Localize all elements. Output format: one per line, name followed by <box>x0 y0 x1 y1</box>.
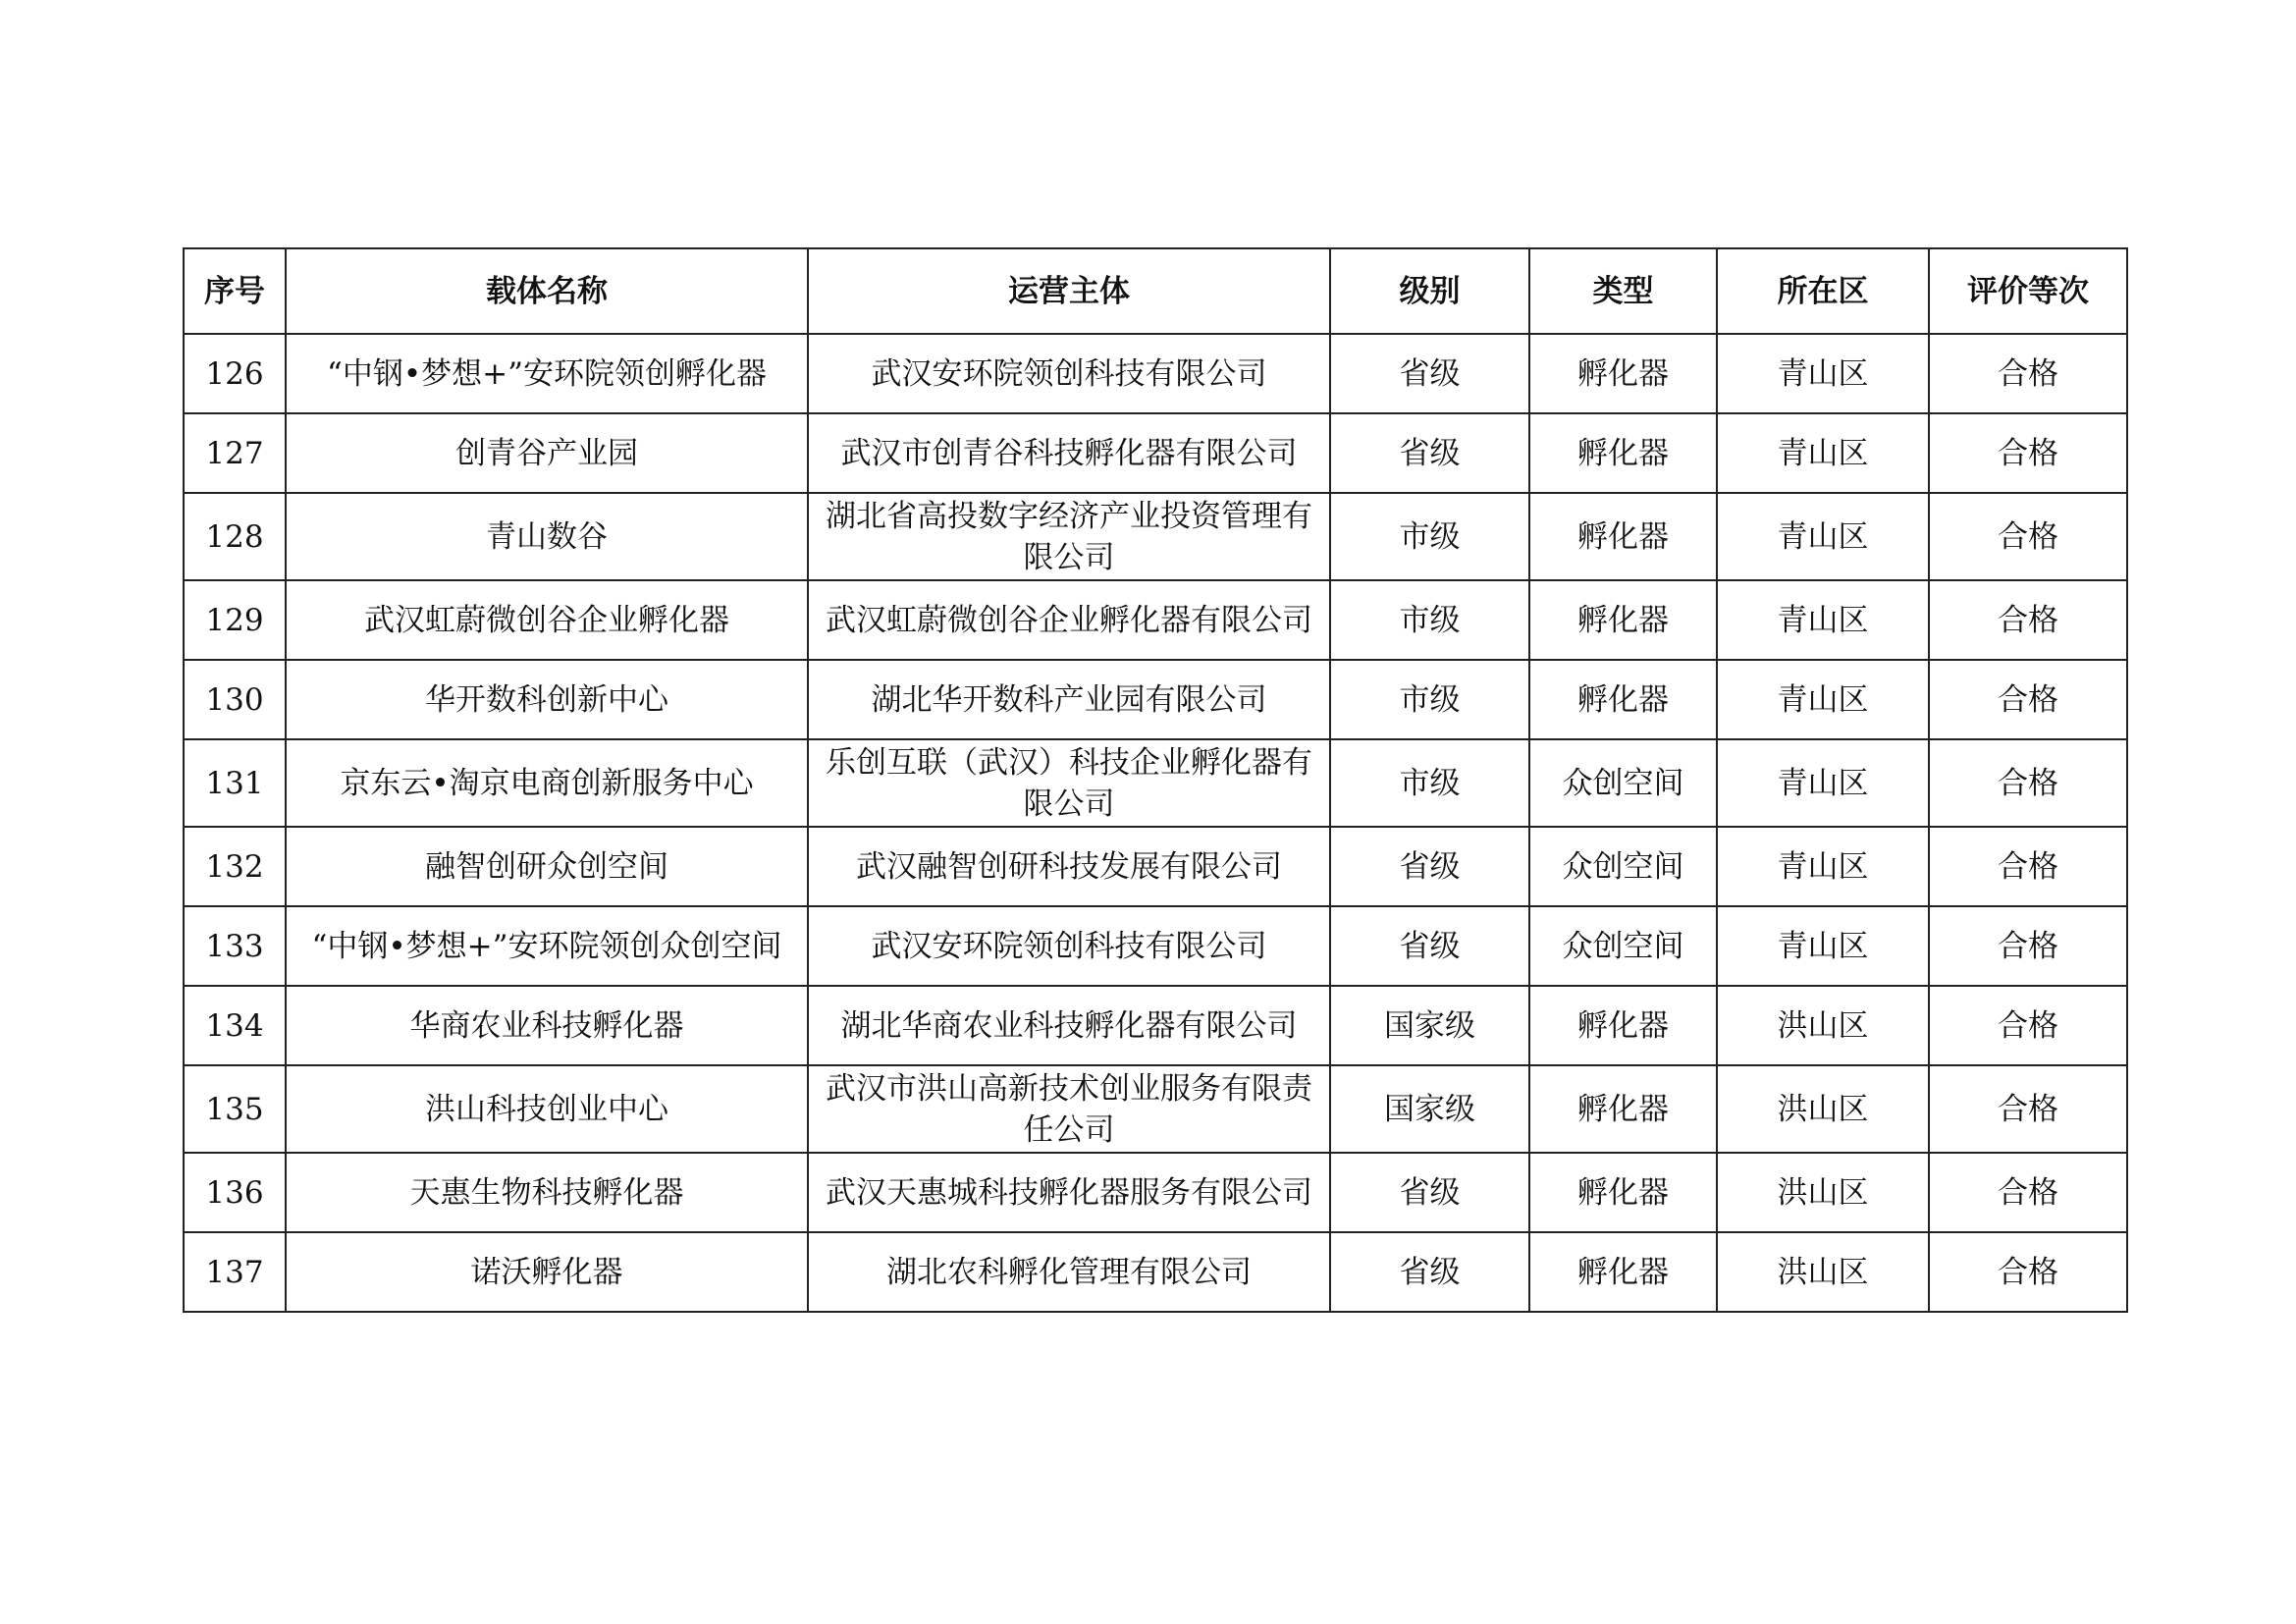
cell-carrier-name: 京东云•淘京电商创新服务中心 <box>286 739 808 827</box>
cell-type: 孵化器 <box>1529 413 1717 493</box>
cell-level: 市级 <box>1330 580 1529 660</box>
cell-operator: 湖北农科孵化管理有限公司 <box>808 1232 1330 1312</box>
cell-level: 国家级 <box>1330 1065 1529 1153</box>
cell-operator: 湖北华开数科产业园有限公司 <box>808 660 1330 739</box>
cell-carrier-name: 武汉虹蔚微创谷企业孵化器 <box>286 580 808 660</box>
cell-operator: 武汉融智创研科技发展有限公司 <box>808 827 1330 906</box>
header-operator: 运营主体 <box>808 248 1330 334</box>
cell-district: 洪山区 <box>1717 1232 1929 1312</box>
cell-rating: 合格 <box>1929 660 2127 739</box>
cell-operator: 武汉市创青谷科技孵化器有限公司 <box>808 413 1330 493</box>
cell-rating: 合格 <box>1929 493 2127 580</box>
cell-carrier-name: 融智创研众创空间 <box>286 827 808 906</box>
table-row <box>184 986 2127 1065</box>
cell-rating: 合格 <box>1929 906 2127 986</box>
cell-level: 国家级 <box>1330 986 1529 1065</box>
cell-operator: 武汉天惠城科技孵化器服务有限公司 <box>808 1153 1330 1232</box>
table-row <box>184 580 2127 660</box>
cell-type: 孵化器 <box>1529 1153 1717 1232</box>
cell-carrier-name: 创青谷产业园 <box>286 413 808 493</box>
table-row <box>184 827 2127 906</box>
cell-level: 省级 <box>1330 1232 1529 1312</box>
cell-level: 省级 <box>1330 906 1529 986</box>
cell-rating: 合格 <box>1929 413 2127 493</box>
header-district: 所在区 <box>1717 248 1929 334</box>
cell-rating: 合格 <box>1929 739 2127 827</box>
cell-carrier-name: 青山数谷 <box>286 493 808 580</box>
cell-rating: 合格 <box>1929 986 2127 1065</box>
table-row <box>184 493 2127 580</box>
cell-index: 127 <box>184 413 286 493</box>
header-index: 序号 <box>184 248 286 334</box>
cell-carrier-name: 诺沃孵化器 <box>286 1232 808 1312</box>
cell-index: 128 <box>184 493 286 580</box>
table-row <box>184 739 2127 827</box>
cell-type: 众创空间 <box>1529 739 1717 827</box>
table-header-row <box>184 248 2127 334</box>
cell-carrier-name: 华商农业科技孵化器 <box>286 986 808 1065</box>
cell-level: 市级 <box>1330 493 1529 580</box>
cell-index: 133 <box>184 906 286 986</box>
table-row <box>184 906 2127 986</box>
cell-rating: 合格 <box>1929 1065 2127 1153</box>
table-row <box>184 1232 2127 1312</box>
cell-index: 137 <box>184 1232 286 1312</box>
cell-rating: 合格 <box>1929 1232 2127 1312</box>
cell-carrier-name: 天惠生物科技孵化器 <box>286 1153 808 1232</box>
cell-district: 青山区 <box>1717 334 1929 413</box>
cell-operator: 湖北华商农业科技孵化器有限公司 <box>808 986 1330 1065</box>
cell-level: 市级 <box>1330 739 1529 827</box>
table-row <box>184 1153 2127 1232</box>
cell-type: 孵化器 <box>1529 660 1717 739</box>
cell-district: 洪山区 <box>1717 1153 1929 1232</box>
cell-carrier-name: 华开数科创新中心 <box>286 660 808 739</box>
evaluation-table <box>183 247 2128 1313</box>
header-carrier-name: 载体名称 <box>286 248 808 334</box>
cell-district: 青山区 <box>1717 827 1929 906</box>
cell-level: 省级 <box>1330 413 1529 493</box>
cell-index: 136 <box>184 1153 286 1232</box>
cell-index: 131 <box>184 739 286 827</box>
cell-type: 众创空间 <box>1529 827 1717 906</box>
cell-index: 129 <box>184 580 286 660</box>
cell-carrier-name: “中钢•梦想+”安环院领创众创空间 <box>286 906 808 986</box>
cell-district: 青山区 <box>1717 739 1929 827</box>
table-row <box>184 334 2127 413</box>
cell-level: 市级 <box>1330 660 1529 739</box>
cell-operator: 武汉虹蔚微创谷企业孵化器有限公司 <box>808 580 1330 660</box>
header-level: 级别 <box>1330 248 1529 334</box>
cell-index: 134 <box>184 986 286 1065</box>
cell-district: 洪山区 <box>1717 1065 1929 1153</box>
cell-district: 青山区 <box>1717 660 1929 739</box>
cell-index: 135 <box>184 1065 286 1153</box>
cell-type: 孵化器 <box>1529 1065 1717 1153</box>
cell-index: 130 <box>184 660 286 739</box>
cell-carrier-name: 洪山科技创业中心 <box>286 1065 808 1153</box>
cell-index: 126 <box>184 334 286 413</box>
cell-operator: 湖北省高投数字经济产业投资管理有限公司 <box>808 493 1330 580</box>
cell-district: 青山区 <box>1717 493 1929 580</box>
cell-district: 洪山区 <box>1717 986 1929 1065</box>
header-rating: 评价等次 <box>1929 248 2127 334</box>
cell-district: 青山区 <box>1717 413 1929 493</box>
cell-district: 青山区 <box>1717 906 1929 986</box>
cell-rating: 合格 <box>1929 334 2127 413</box>
cell-type: 孵化器 <box>1529 334 1717 413</box>
cell-operator: 武汉安环院领创科技有限公司 <box>808 906 1330 986</box>
cell-type: 孵化器 <box>1529 493 1717 580</box>
header-type: 类型 <box>1529 248 1717 334</box>
table-row <box>184 1065 2127 1153</box>
table-row <box>184 413 2127 493</box>
cell-rating: 合格 <box>1929 827 2127 906</box>
cell-operator: 武汉安环院领创科技有限公司 <box>808 334 1330 413</box>
cell-operator: 武汉市洪山高新技术创业服务有限责任公司 <box>808 1065 1330 1153</box>
cell-carrier-name: “中钢•梦想+”安环院领创孵化器 <box>286 334 808 413</box>
cell-level: 省级 <box>1330 334 1529 413</box>
cell-type: 孵化器 <box>1529 1232 1717 1312</box>
cell-type: 众创空间 <box>1529 906 1717 986</box>
cell-type: 孵化器 <box>1529 580 1717 660</box>
cell-rating: 合格 <box>1929 580 2127 660</box>
cell-rating: 合格 <box>1929 1153 2127 1232</box>
cell-index: 132 <box>184 827 286 906</box>
table-row <box>184 660 2127 739</box>
cell-district: 青山区 <box>1717 580 1929 660</box>
cell-operator: 乐创互联（武汉）科技企业孵化器有限公司 <box>808 739 1330 827</box>
cell-level: 省级 <box>1330 1153 1529 1232</box>
cell-type: 孵化器 <box>1529 986 1717 1065</box>
cell-level: 省级 <box>1330 827 1529 906</box>
